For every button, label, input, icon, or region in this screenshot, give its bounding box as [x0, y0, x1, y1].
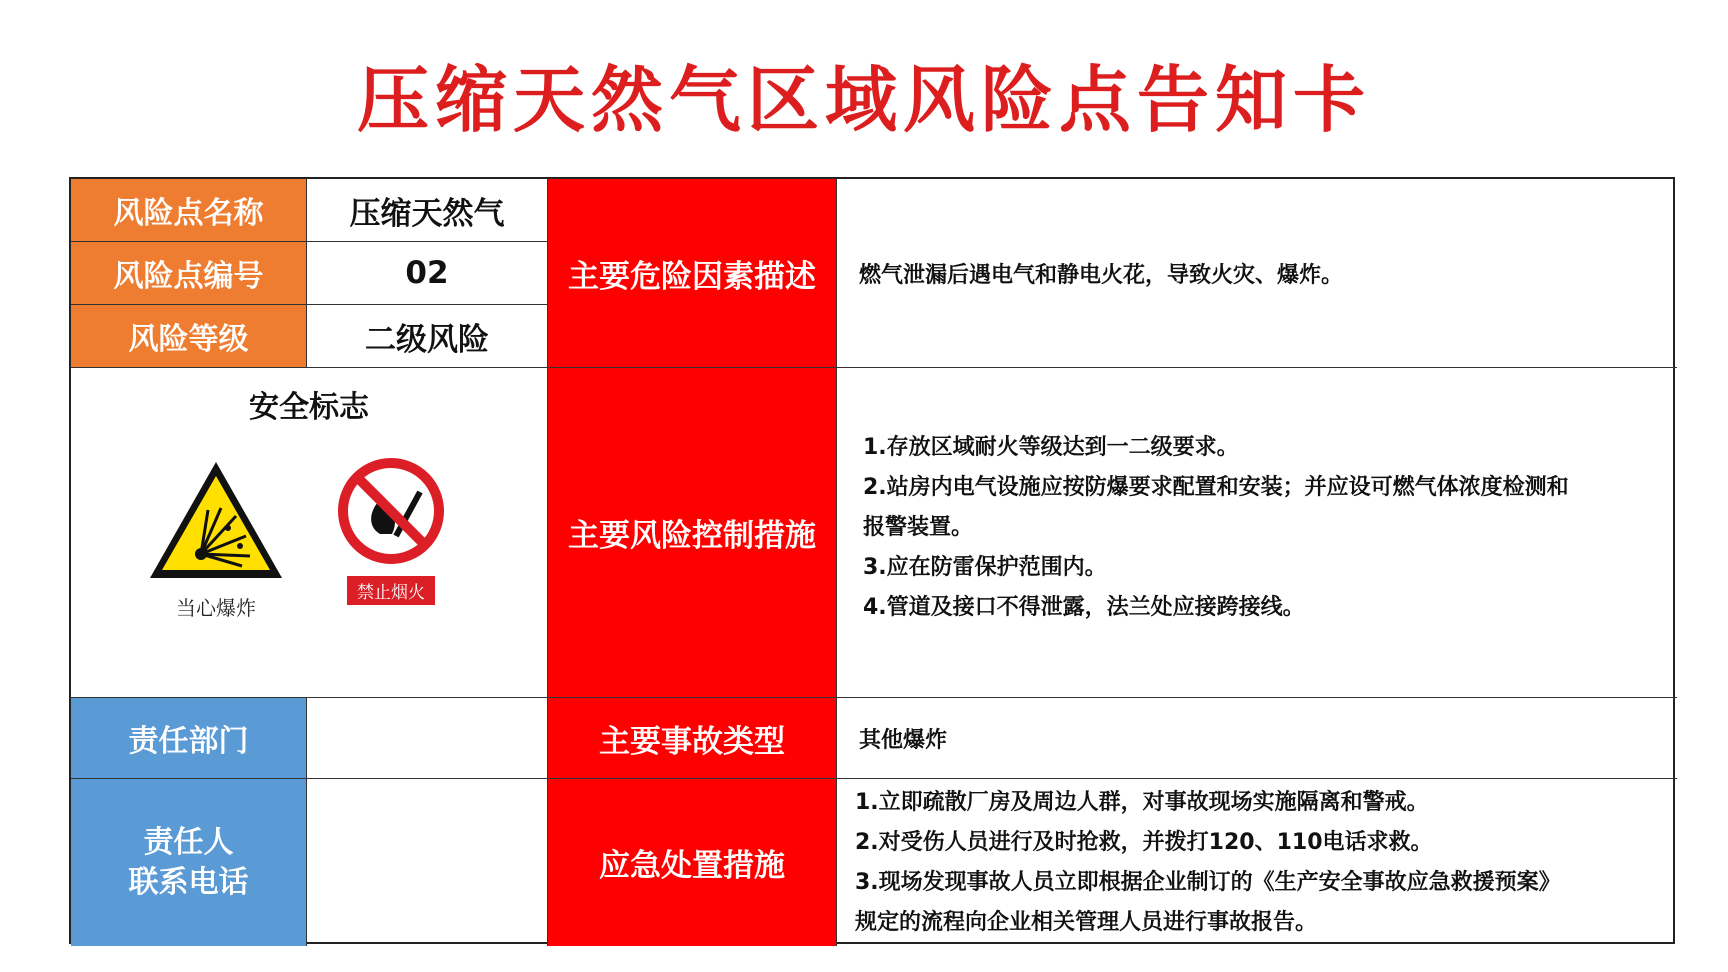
no-fire-icon: [336, 456, 446, 566]
control-item: 3.应在防雷保护范围内。: [863, 555, 1107, 580]
control-item: 1.存放区域耐火等级达到一二级要求。: [863, 435, 1239, 460]
control-item: 4.管道及接口不得泄露，法兰处应接跨接线。: [863, 595, 1305, 620]
hazard-label: 主要危险因素描述: [548, 179, 837, 368]
hazard-text: 燃气泄漏后遇电气和静电火花，导致火灾、爆炸。: [837, 179, 1677, 368]
risk-level-label: 风险等级: [71, 305, 307, 368]
no-fire-label: 禁止烟火: [347, 576, 435, 605]
risk-name-value: 压缩天然气: [307, 179, 548, 242]
risk-name-label: 风险点名称: [71, 179, 307, 242]
accident-type-label: 主要事故类型: [548, 698, 837, 779]
responsible-person-label-line1: 责任人: [143, 824, 234, 860]
risk-card-table: [69, 177, 1675, 944]
explosion-warning-icon: [146, 458, 286, 584]
emergency-item: 2.对受伤人员进行及时抢救，并拨打120、110电话求救。: [855, 830, 1433, 855]
emergency-item: 规定的流程向企业相关管理人员进行事故报告。: [855, 910, 1318, 935]
control-item: 报警装置。: [863, 515, 974, 540]
department-label: 责任部门: [71, 698, 307, 779]
control-list: [837, 368, 1677, 698]
safety-signs-title: 安全标志: [249, 390, 369, 425]
explosion-warning-sign: [146, 458, 286, 621]
risk-level-value: 二级风险: [307, 305, 548, 368]
risk-code-label: 风险点编号: [71, 242, 307, 305]
control-item: 2.站房内电气设施应按防爆要求配置和安装；并应设可燃气体浓度检测和: [863, 475, 1569, 500]
explosion-warning-label: 当心爆炸: [176, 596, 256, 620]
responsible-person-value: [307, 779, 548, 946]
emergency-list: [837, 779, 1677, 946]
responsible-person-label: [71, 779, 307, 946]
safety-signs-panel: [71, 368, 548, 698]
page-title: 压缩天然气区域风险点告知卡: [356, 58, 1371, 142]
responsible-person-label-line2: 联系电话: [128, 864, 249, 900]
department-value: [307, 698, 548, 779]
accident-type-text: 其他爆炸: [837, 698, 1677, 779]
risk-code-value: 02: [307, 242, 548, 305]
control-label: 主要风险控制措施: [548, 368, 837, 698]
emergency-item: 1.立即疏散厂房及周边人群，对事故现场实施隔离和警戒。: [855, 790, 1429, 815]
emergency-item: 3.现场发现事故人员立即根据企业制订的《生产安全事故应急救援预案》: [855, 870, 1561, 895]
emergency-label: 应急处置措施: [548, 779, 837, 946]
no-fire-sign: [336, 456, 446, 605]
